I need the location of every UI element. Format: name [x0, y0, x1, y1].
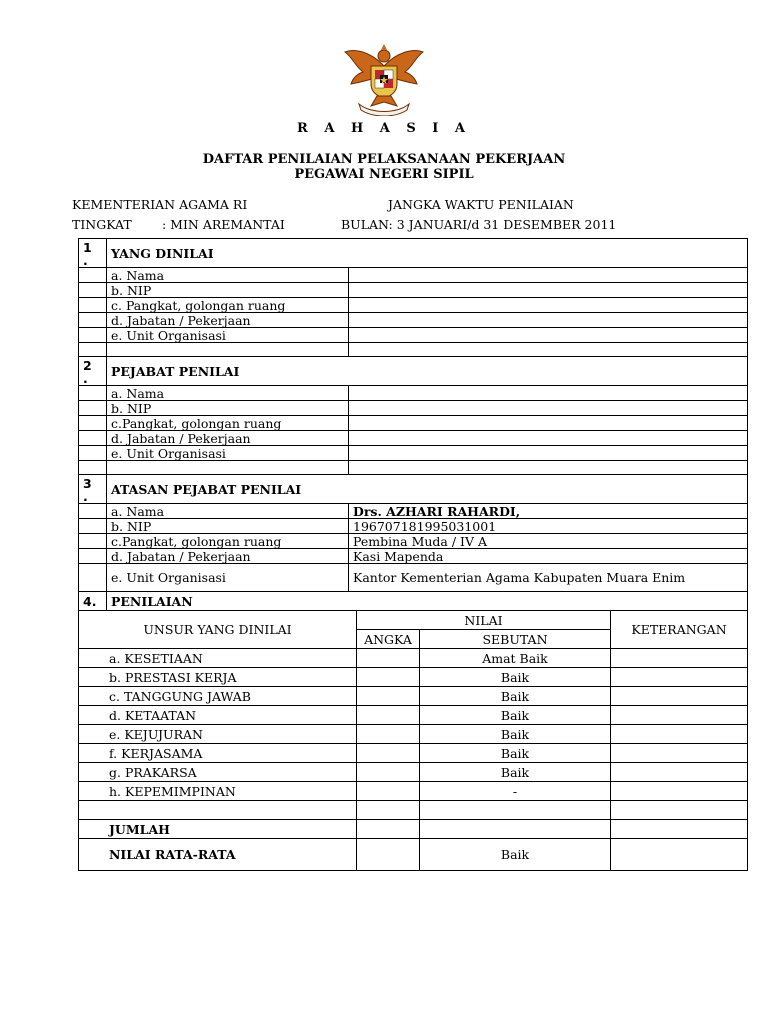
field-value: [349, 401, 748, 416]
element-label: h. KEPEMIMPINAN: [79, 782, 357, 801]
average-label: NILAI RATA-RATA: [79, 839, 357, 871]
grade-value: Baik: [420, 668, 611, 687]
period-label: JANGKA WAKTU PENILAIAN: [388, 197, 574, 212]
section-number: 3 .: [79, 475, 107, 504]
field-label: e. Unit Organisasi: [107, 564, 349, 592]
grade-value: Baik: [420, 725, 611, 744]
average-grade: Baik: [420, 839, 611, 871]
field-label: c. Pangkat, golongan ruang: [107, 298, 349, 313]
table-row: [79, 431, 748, 446]
document-subtitle: PEGAWAI NEGERI SIPIL: [294, 167, 474, 182]
table-row: [79, 763, 748, 782]
field-value: 196707181995031001: [349, 519, 748, 534]
field-label: d. Jabatan / Pekerjaan: [107, 313, 349, 328]
document-title: DAFTAR PENILAIAN PELAKSANAAN PEKERJAAN: [202, 152, 566, 167]
number-header: ANGKA: [357, 630, 420, 649]
field-label: c.Pangkat, golongan ruang: [107, 534, 349, 549]
section-number: 4.: [79, 592, 107, 611]
field-value: Kasi Mapenda: [349, 549, 748, 564]
level-label: TINGKAT: [72, 217, 132, 232]
section-number: 1 .: [79, 239, 107, 268]
table-row: [79, 268, 748, 283]
element-label: c. TANGGUNG JAWAB: [79, 687, 357, 706]
section-2-header: [79, 357, 748, 386]
assessment-form: [78, 238, 748, 871]
table-row: [79, 649, 748, 668]
element-label: b. PRESTASI KERJA: [79, 668, 357, 687]
period-month: BULAN: 3 JANUARI/d 31 DESEMBER 2011: [341, 217, 617, 232]
field-value: Kantor Kementerian Agama Kabupaten Muara Enim: [349, 564, 748, 592]
table-row: [79, 328, 748, 343]
spacer-row: [79, 461, 748, 475]
element-label: g. PRAKARSA: [79, 763, 357, 782]
confidential-label: R A H A S I A: [297, 121, 471, 136]
spacer-row: [79, 801, 748, 820]
grade-value: Baik: [420, 763, 611, 782]
grade-header: SEBUTAN: [420, 630, 611, 649]
table-row: [79, 534, 748, 549]
total-label: JUMLAH: [79, 820, 357, 839]
table-row: [79, 549, 748, 564]
field-value: [349, 283, 748, 298]
field-value: [349, 446, 748, 461]
field-value: [349, 328, 748, 343]
remarks-header: KETERANGAN: [611, 611, 748, 649]
field-label: b. NIP: [107, 401, 349, 416]
field-value: Pembina Muda / IV A: [349, 534, 748, 549]
table-row: [79, 706, 748, 725]
table-row: [79, 298, 748, 313]
table-row: [79, 668, 748, 687]
section-number: 2 .: [79, 357, 107, 386]
field-label: d. Jabatan / Pekerjaan: [107, 549, 349, 564]
spacer-row: [79, 343, 748, 357]
section-1-header: [79, 239, 748, 268]
score-header: NILAI: [357, 611, 611, 630]
field-label: b. NIP: [107, 283, 349, 298]
element-label: f. KERJASAMA: [79, 744, 357, 763]
grade-value: Amat Baik: [420, 649, 611, 668]
section-4-header: [79, 592, 748, 611]
field-label: b. NIP: [107, 519, 349, 534]
table-row: [79, 504, 748, 519]
table-row: [79, 401, 748, 416]
section-3-header: [79, 475, 748, 504]
total-row: [79, 820, 748, 839]
table-row: [79, 283, 748, 298]
ministry-label: KEMENTERIAN AGAMA RI: [72, 197, 248, 212]
element-label: e. KEJUJURAN: [79, 725, 357, 744]
element-label: d. KETAATAN: [79, 706, 357, 725]
grade-value: Baik: [420, 706, 611, 725]
garuda-emblem: [341, 44, 427, 116]
field-value: [349, 431, 748, 446]
table-row: [79, 386, 748, 401]
field-label: a. Nama: [107, 386, 349, 401]
field-value: [349, 313, 748, 328]
grade-value: -: [420, 782, 611, 801]
field-label: a. Nama: [107, 504, 349, 519]
field-label: e. Unit Organisasi: [107, 446, 349, 461]
element-label: a. KESETIAAN: [79, 649, 357, 668]
table-row: [79, 519, 748, 534]
section-title: PEJABAT PENILAI: [107, 357, 748, 386]
field-value: [349, 268, 748, 283]
section-title: PENILAIAN: [107, 592, 748, 611]
section-title: ATASAN PEJABAT PENILAI: [107, 475, 748, 504]
table-row: [79, 725, 748, 744]
table-row: [79, 416, 748, 431]
grade-value: Baik: [420, 687, 611, 706]
field-value: [349, 298, 748, 313]
field-label: e. Unit Organisasi: [107, 328, 349, 343]
section-title: YANG DINILAI: [107, 239, 748, 268]
table-row: [79, 313, 748, 328]
field-label: a. Nama: [107, 268, 349, 283]
table-row: [79, 687, 748, 706]
field-label: d. Jabatan / Pekerjaan: [107, 431, 349, 446]
table-row: [79, 744, 748, 763]
element-header: UNSUR YANG DINILAI: [79, 611, 357, 649]
field-value: [349, 416, 748, 431]
table-row: [79, 782, 748, 801]
table-row: [79, 564, 748, 592]
field-value: [349, 386, 748, 401]
grade-value: Baik: [420, 744, 611, 763]
field-value: Drs. AZHARI RAHARDI,: [349, 504, 748, 519]
average-row: [79, 839, 748, 871]
field-label: c.Pangkat, golongan ruang: [107, 416, 349, 431]
table-row: [79, 446, 748, 461]
assessment-header-row: [79, 611, 748, 630]
level-value: : MIN AREMANTAI: [162, 217, 285, 232]
